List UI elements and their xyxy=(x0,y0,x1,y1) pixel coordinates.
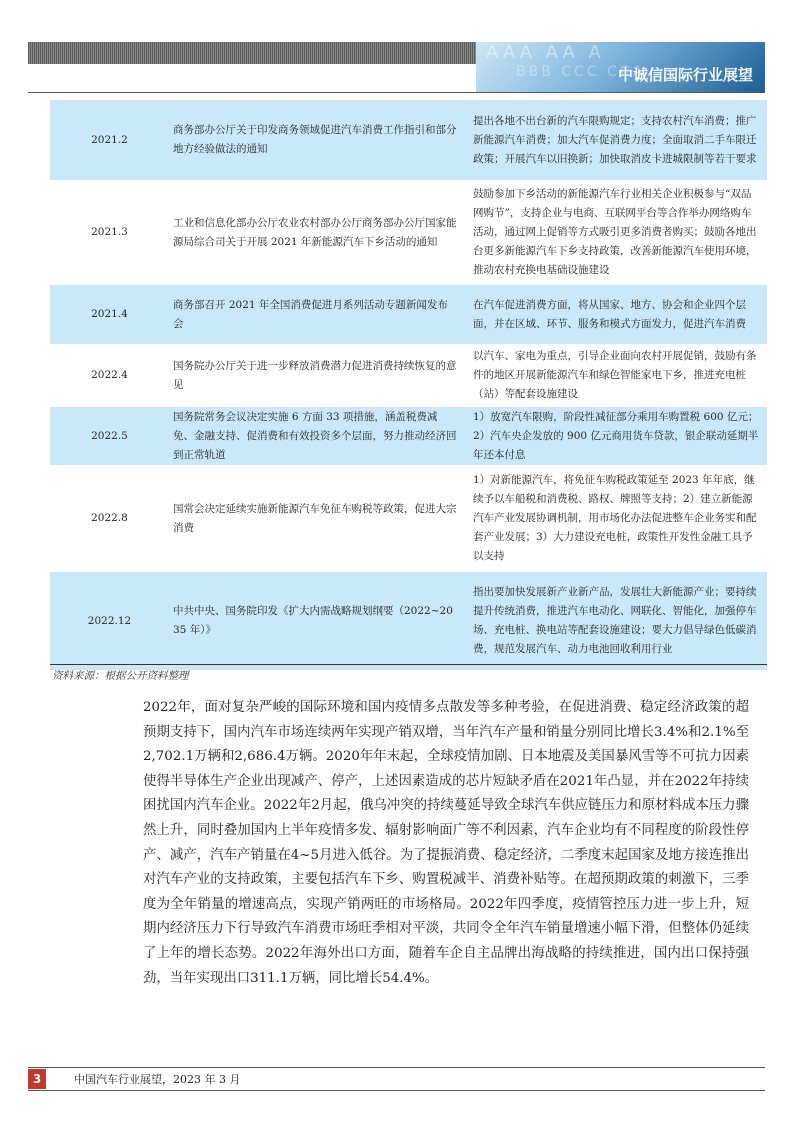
policy-date xyxy=(50,181,169,285)
header-banner xyxy=(476,42,765,92)
footer-publication: 中国汽车行业展望，2023 年 3 月 xyxy=(74,1073,241,1086)
policy-content-text: 1）放宽汽车限购，阶段性减征部分乘用车购置税 600 亿元；2）汽车央企发放的 900 亿元商用货车贷款，银企联动延期半年还本付息 xyxy=(473,410,759,461)
policy-event xyxy=(169,572,467,671)
policy-date-text: 2022.8 xyxy=(91,512,128,524)
policy-event xyxy=(169,285,467,345)
policy-date xyxy=(50,407,169,466)
policy-content-text: 1）对新能源汽车，将免征车购税政策延至 2023 年年底，继续予以车船税和消费税、路权、牌照等支持；2）建立新能源汽车产业发展协调机制，用市场化办法促进整车企业务实和配套产业发展；3）大力建设充电桩，政策性开发性金融工具予以支持 xyxy=(473,474,757,562)
policy-content xyxy=(467,407,767,466)
policy-content-text: 在汽车促进消费方面，将从国家、地方、协会和企业四个层面，并在区域、环节、服务和模式方面发力，促进汽车消费 xyxy=(473,298,746,330)
banner-watermark: AAA AA A xyxy=(486,42,605,63)
table-row xyxy=(50,345,767,407)
policy-content xyxy=(467,345,767,407)
policy-content-text: 以汽车、家电为重点，引导企业面向农村开展促销，鼓励有条件的地区开展新能源汽车和绿色智能家电下乡，推进充电桩（站）等配套设施建设 xyxy=(473,350,757,400)
policy-event xyxy=(169,407,467,466)
policy-content-text: 鼓励参加下乡活动的新能源汽车行业相关企业积极参与“双品网购节”，支持企业与电商、互联网平台等合作举办网络购车活动，通过网上促销等方式吸引更多消费者购买；鼓励各地出台更多新能源汽车下乡支持政策，改善新能源汽车使用环境，推动农村充换电基础设施建设 xyxy=(473,188,757,276)
policy-event-text: 中共中央、国务院印发《扩大内需战略规划纲要（2022~2035 年）》 xyxy=(173,605,453,636)
source-note: 资料来源：根据公开资料整理 xyxy=(52,670,189,682)
policy-content-text: 指出要加快发展新产业新产品，发展壮大新能源产业；要持续提升传统消费，推进汽车电动化、网联化、智能化，加强停车场、充电桩、换电站等配套设施建设；要大力倡导绿色低碳消费，规范发展汽车、动力电池回收利用行业 xyxy=(473,586,757,655)
policy-event xyxy=(169,181,467,285)
table-row xyxy=(50,285,767,345)
policy-event-text: 商务部召开 2021 年全国消费促进月系列活动专题新闻发布会 xyxy=(173,298,448,330)
table-row xyxy=(50,466,767,572)
footer-divider-top xyxy=(28,1067,765,1068)
policy-table xyxy=(50,99,767,671)
policy-date-text: 2021.4 xyxy=(91,308,128,320)
policy-content xyxy=(467,572,767,671)
policy-date-text: 2022.4 xyxy=(91,369,128,381)
policy-event-text: 商务部办公厅关于印发商务领域促进汽车消费工作指引和部分地方经验做法的通知 xyxy=(173,124,457,155)
table-row xyxy=(50,572,767,671)
policy-date-text: 2022.12 xyxy=(87,614,132,627)
policy-event-text: 工业和信息化部办公厅农业农村部办公厅商务部办公厅国家能源局综合司关于开展 2021 年新能源汽车下乡活动的通知 xyxy=(173,216,457,248)
page-number-badge: 3 xyxy=(28,1069,46,1089)
policy-content xyxy=(467,181,767,285)
policy-date xyxy=(50,345,169,407)
policy-date xyxy=(50,100,169,181)
policy-date-text: 2022.5 xyxy=(91,429,128,442)
policy-content xyxy=(467,100,767,181)
table-bottom-rule xyxy=(50,664,767,665)
header-title: 中诚信国际行业展望 xyxy=(617,66,753,84)
table-row xyxy=(50,407,767,466)
policy-content xyxy=(467,466,767,572)
policy-event xyxy=(169,345,467,407)
policy-date xyxy=(50,572,169,671)
policy-date-text: 2021.3 xyxy=(91,226,128,238)
policy-date xyxy=(50,466,169,572)
header-divider xyxy=(28,92,765,93)
policy-table-body xyxy=(50,100,767,671)
policy-date-text: 2021.2 xyxy=(91,133,128,146)
table-row xyxy=(50,100,767,181)
footer-divider-bottom xyxy=(28,1090,765,1091)
body-paragraph: 2022年，面对复杂严峻的国际环境和国内疫情多点散发等多种考验，在促进消费、稳定经济政策的超预期支持下，国内汽车市场连续两年实现产销双增，当年汽车产量和销量分别同比增长3.4%和2.1%至2,702.1万辆和2,686.4万辆。2020年年末起，全球疫情加剧、日本地震及美国暴风雪等不可抗力因素使得半导体生产企业出现减产、停产，上述因素造成的芯片短缺矛盾在2021年凸显，并在2022年持续困扰国内汽车企业。2022年2月起，俄乌冲突的持续蔓延导致全球汽车供应链压力和原材料成本压力骤然上升，同时叠加国内上半年疫情多发、辐射影响面广等不利因素，汽车企业均有不同程度的阶段性停产、减产，汽车产销量在4~5月进入低谷。为了提振消费、稳定经济，二季度末起国家及地方接连推出对汽车产业的支持政策，主要包括汽车下乡、购置税减半、消费补贴等。在超预期政策的刺激下，三季度为全年销量的增速高点，实现产销两旺的市场格局。2022年四季度，疫情管控压力进一步上升，短期内经济压力下行导致汽车消费市场旺季相对平淡，共同令全年汽车销量增速小幅下滑，但整体仍延续了上年的增长态势。2022年海外出口方面，随着车企自主品牌出海战略的持续推进，国内出口保持强劲，当年实现出口311.1万辆，同比增长54.4%。 xyxy=(143,700,749,986)
policy-event-text: 国务院常务会议决定实施 6 方面 33 项措施，涵盖税费减免、金融支持、促消费和有效投资多个层面，努力推动经济回到正常轨道 xyxy=(173,410,457,461)
policy-event-text: 国常会决定延续实施新能源汽车免征车购税等政策，促进大宗消费 xyxy=(173,502,457,534)
policy-event xyxy=(169,466,467,572)
policy-content-text: 提出各地不出台新的汽车限购规定；支持农村汽车消费；推广新能源汽车消费；加大汽车促消费力度；全面取消二手车限迁政策；开展汽车以旧换新；加快取消皮卡进城限制等若干要求 xyxy=(473,114,757,165)
policy-event xyxy=(169,100,467,181)
policy-content xyxy=(467,285,767,345)
policy-event-text: 国务院办公厅关于进一步释放消费潜力促进消费持续恢复的意见 xyxy=(173,359,457,391)
banner-watermark-secondary: BBB CCC CCA xyxy=(516,64,646,80)
policy-date xyxy=(50,285,169,345)
table-row xyxy=(50,181,767,285)
